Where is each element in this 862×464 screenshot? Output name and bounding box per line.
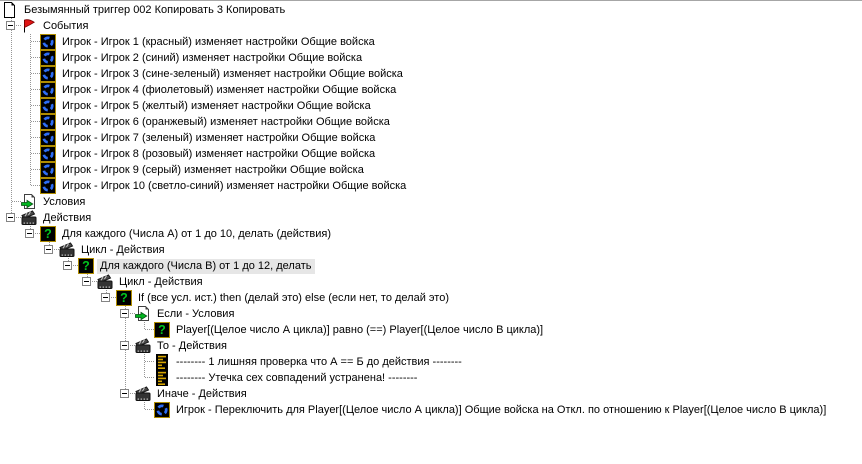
tree-guide [21, 50, 40, 66]
tree-guide [116, 354, 135, 370]
player-icon [40, 50, 56, 66]
tree-guide [2, 370, 21, 386]
tree-row-label[interactable]: Цикл - Действия [119, 275, 203, 288]
tree-row-label[interactable]: Игрок - Игрок 5 (желтый) изменяет настройки Общие войска [62, 99, 371, 112]
tree-guide [21, 162, 40, 178]
minus-icon [8, 25, 13, 26]
tree-guide [40, 370, 59, 386]
tree-row[interactable] [0, 306, 862, 322]
tree-row[interactable] [0, 226, 862, 242]
tree-guide [21, 306, 40, 322]
tree-guide [2, 354, 21, 370]
tree-guide [97, 354, 116, 370]
tree-guide [2, 130, 21, 146]
tree-row[interactable] [0, 34, 862, 50]
comment-icon [154, 354, 170, 370]
tree-guide [97, 306, 116, 322]
tree-guide [2, 98, 21, 114]
tree-row-label[interactable]: -------- Утечка сех совпадений устранена! -------- [176, 371, 418, 384]
tree-guide [59, 354, 78, 370]
tree-guide [97, 402, 116, 418]
question-icon [40, 226, 56, 242]
tree-guide [2, 290, 21, 306]
tree-row-label[interactable]: Игрок - Игрок 1 (красный) изменяет настройки Общие войска [62, 35, 375, 48]
tree-row[interactable] [0, 114, 862, 130]
player-icon [40, 146, 56, 162]
trigger-tree [0, 1, 862, 418]
tree-guide [40, 306, 59, 322]
flag-icon [21, 18, 37, 34]
tree-row-label[interactable]: Действия [43, 211, 92, 224]
tree-row-label[interactable]: Если - Условия [157, 307, 235, 320]
condition-icon [135, 306, 151, 322]
svg-text:?: ? [44, 227, 52, 242]
minus-icon [84, 281, 89, 282]
tree-row-label[interactable]: Для каждого (Числа В) от 1 до 12, делать [97, 259, 315, 274]
tree-guide [97, 290, 116, 306]
tree-guide [2, 34, 21, 50]
tree-guide [59, 386, 78, 402]
tree-row-label[interactable]: Безымянный триггер 002 Копировать 3 Копировать [24, 3, 286, 16]
tree-guide [2, 386, 21, 402]
document-icon [2, 2, 18, 18]
minus-icon [65, 265, 70, 266]
player-icon [40, 130, 56, 146]
condition-icon [21, 194, 37, 210]
expand-toggle[interactable] [120, 309, 129, 318]
tree-row[interactable] [0, 258, 862, 274]
tree-guide [40, 290, 59, 306]
expand-toggle[interactable] [6, 21, 15, 30]
tree-guide [97, 370, 116, 386]
tree-guide [59, 258, 78, 274]
tree-guide [2, 162, 21, 178]
tree-guide [21, 258, 40, 274]
tree-guide [59, 290, 78, 306]
tree-guide [21, 130, 40, 146]
tree-guide [116, 338, 135, 354]
tree-row[interactable] [0, 130, 862, 146]
actions-icon [135, 338, 151, 354]
tree-row[interactable] [0, 338, 862, 354]
tree-row-label[interactable]: Игрок - Игрок 3 (сине-зеленый) изменяет настройки Общие войска [62, 67, 403, 80]
tree-row-label[interactable]: Для каждого (Числа А) от 1 до 10, делать (действия) [62, 227, 332, 240]
tree-guide [2, 146, 21, 162]
tree-row-label[interactable]: Цикл - Действия [81, 243, 165, 256]
tree-guide [2, 210, 21, 226]
tree-guide [59, 402, 78, 418]
player-icon [40, 34, 56, 50]
expand-toggle[interactable] [82, 277, 91, 286]
tree-guide [116, 386, 135, 402]
tree-row[interactable] [0, 386, 862, 402]
tree-row-label[interactable]: Игрок - Игрок 4 (фиолетовый) изменяет настройки Общие войска [62, 83, 397, 96]
tree-guide [21, 322, 40, 338]
tree-guide [2, 306, 21, 322]
tree-guide [2, 82, 21, 98]
tree-guide [2, 66, 21, 82]
tree-guide [2, 274, 21, 290]
tree-guide [40, 402, 59, 418]
comment-icon [154, 370, 170, 386]
tree-guide [78, 306, 97, 322]
tree-row-label[interactable]: If (все усл. ист.) then (делай это) else (если нет, то делай это) [138, 291, 449, 304]
minus-icon [46, 249, 51, 250]
tree-guide [40, 322, 59, 338]
tree-guide [78, 274, 97, 290]
tree-guide [135, 322, 154, 338]
actions-icon [59, 242, 75, 258]
tree-guide [21, 98, 40, 114]
tree-row-label[interactable]: То - Действия [157, 339, 227, 352]
tree-row[interactable] [0, 402, 862, 418]
tree-guide [78, 354, 97, 370]
question-icon [78, 258, 94, 274]
tree-guide [59, 306, 78, 322]
tree-guide [78, 338, 97, 354]
tree-guide [116, 370, 135, 386]
tree-guide [2, 50, 21, 66]
tree-guide [2, 242, 21, 258]
minus-icon [103, 297, 108, 298]
tree-guide [116, 402, 135, 418]
player-icon [40, 162, 56, 178]
actions-icon [135, 386, 151, 402]
tree-row-label[interactable]: Игрок - Игрок 7 (зеленый) изменяет настройки Общие войска [62, 131, 376, 144]
tree-row-label[interactable]: Игрок - Игрок 6 (оранжевый) изменяет настройки Общие войска [62, 115, 390, 128]
svg-text:?: ? [158, 323, 166, 338]
tree-row[interactable] [0, 146, 862, 162]
tree-row[interactable] [0, 178, 862, 194]
tree-guide [135, 370, 154, 386]
minus-icon [122, 393, 127, 394]
svg-text:?: ? [120, 291, 128, 306]
minus-icon [122, 345, 127, 346]
player-icon [154, 402, 170, 418]
expand-toggle[interactable] [6, 213, 15, 222]
tree-row[interactable] [0, 370, 862, 386]
tree-row[interactable] [0, 162, 862, 178]
tree-guide [59, 274, 78, 290]
tree-row[interactable] [0, 210, 862, 226]
tree-guide [78, 386, 97, 402]
tree-guide [40, 338, 59, 354]
tree-guide [40, 354, 59, 370]
tree-guide [21, 34, 40, 50]
tree-guide [2, 226, 21, 242]
tree-guide [21, 146, 40, 162]
tree-row[interactable] [0, 274, 862, 290]
tree-row-label[interactable]: Игрок - Игрок 2 (синий) изменяет настройки Общие войска [62, 51, 363, 64]
tree-row[interactable] [0, 82, 862, 98]
player-icon [40, 178, 56, 194]
tree-guide [21, 82, 40, 98]
tree-row[interactable] [0, 2, 862, 18]
expand-toggle[interactable] [120, 389, 129, 398]
tree-guide [97, 386, 116, 402]
tree-guide [21, 242, 40, 258]
tree-guide [21, 66, 40, 82]
tree-guide [2, 402, 21, 418]
minus-icon [8, 217, 13, 218]
tree-row[interactable] [0, 98, 862, 114]
tree-guide [2, 338, 21, 354]
tree-guide [116, 322, 135, 338]
tree-guide [21, 386, 40, 402]
tree-guide [97, 338, 116, 354]
expand-toggle[interactable] [25, 229, 34, 238]
tree-guide [40, 242, 59, 258]
tree-guide [40, 274, 59, 290]
tree-guide [78, 322, 97, 338]
expand-toggle[interactable] [44, 245, 53, 254]
tree-guide [135, 402, 154, 418]
tree-guide [2, 194, 21, 210]
tree-guide [2, 258, 21, 274]
tree-row[interactable] [0, 66, 862, 82]
minus-icon [122, 313, 127, 314]
tree-row[interactable] [0, 242, 862, 258]
tree-row[interactable] [0, 290, 862, 306]
tree-row-label[interactable]: Иначе - Действия [157, 387, 247, 400]
tree-guide [59, 370, 78, 386]
tree-guide [59, 322, 78, 338]
tree-guide [2, 18, 21, 34]
svg-text:?: ? [82, 259, 90, 274]
tree-guide [21, 370, 40, 386]
tree-guide [21, 290, 40, 306]
tree-guide [78, 402, 97, 418]
tree-guide [40, 258, 59, 274]
tree-guide [59, 338, 78, 354]
expand-toggle[interactable] [120, 341, 129, 350]
expand-toggle[interactable] [63, 261, 72, 270]
question-icon [116, 290, 132, 306]
expand-toggle[interactable] [101, 293, 110, 302]
tree-row-label[interactable]: -------- 1 лишняя проверка что А == Б до действия -------- [176, 355, 462, 368]
tree-guide [21, 354, 40, 370]
tree-row-label[interactable]: Игрок - Игрок 10 (светло-синий) изменяет настройки Общие войска [62, 179, 407, 192]
tree-guide [78, 370, 97, 386]
tree-guide [97, 322, 116, 338]
tree-guide [21, 402, 40, 418]
tree-row-label[interactable]: Player[(Целое число А цикла)] равно (==) Player[(Целое число В цикла)] [176, 323, 544, 336]
tree-guide [21, 226, 40, 242]
actions-icon [21, 210, 37, 226]
tree-guide [21, 114, 40, 130]
tree-guide [116, 306, 135, 322]
tree-row-label[interactable]: Игрок - Переключить для Player[(Целое число А цикла)] Общие войска на Откл. по отношению к Player[(Целое число В цикла)] [176, 403, 827, 416]
tree-guide [2, 178, 21, 194]
minus-icon [27, 233, 32, 234]
tree-guide [2, 114, 21, 130]
question-icon [154, 322, 170, 338]
tree-row[interactable] [0, 354, 862, 370]
tree-guide [40, 386, 59, 402]
player-icon [40, 66, 56, 82]
tree-guide [78, 290, 97, 306]
tree-row[interactable] [0, 322, 862, 338]
player-icon [40, 114, 56, 130]
tree-row-label[interactable]: Условия [43, 195, 86, 208]
tree-guide [2, 322, 21, 338]
player-icon [40, 98, 56, 114]
tree-row-label[interactable]: Игрок - Игрок 8 (розовый) изменяет настройки Общие войска [62, 147, 376, 160]
player-icon [40, 82, 56, 98]
tree-row[interactable] [0, 18, 862, 34]
actions-icon [97, 274, 113, 290]
tree-guide [21, 274, 40, 290]
tree-guide [21, 178, 40, 194]
tree-guide [135, 354, 154, 370]
tree-row-label[interactable]: Игрок - Игрок 9 (серый) изменяет настройки Общие войска [62, 163, 364, 176]
tree-row[interactable] [0, 194, 862, 210]
tree-row-label[interactable]: События [43, 19, 89, 32]
tree-row[interactable] [0, 50, 862, 66]
tree-guide [21, 338, 40, 354]
